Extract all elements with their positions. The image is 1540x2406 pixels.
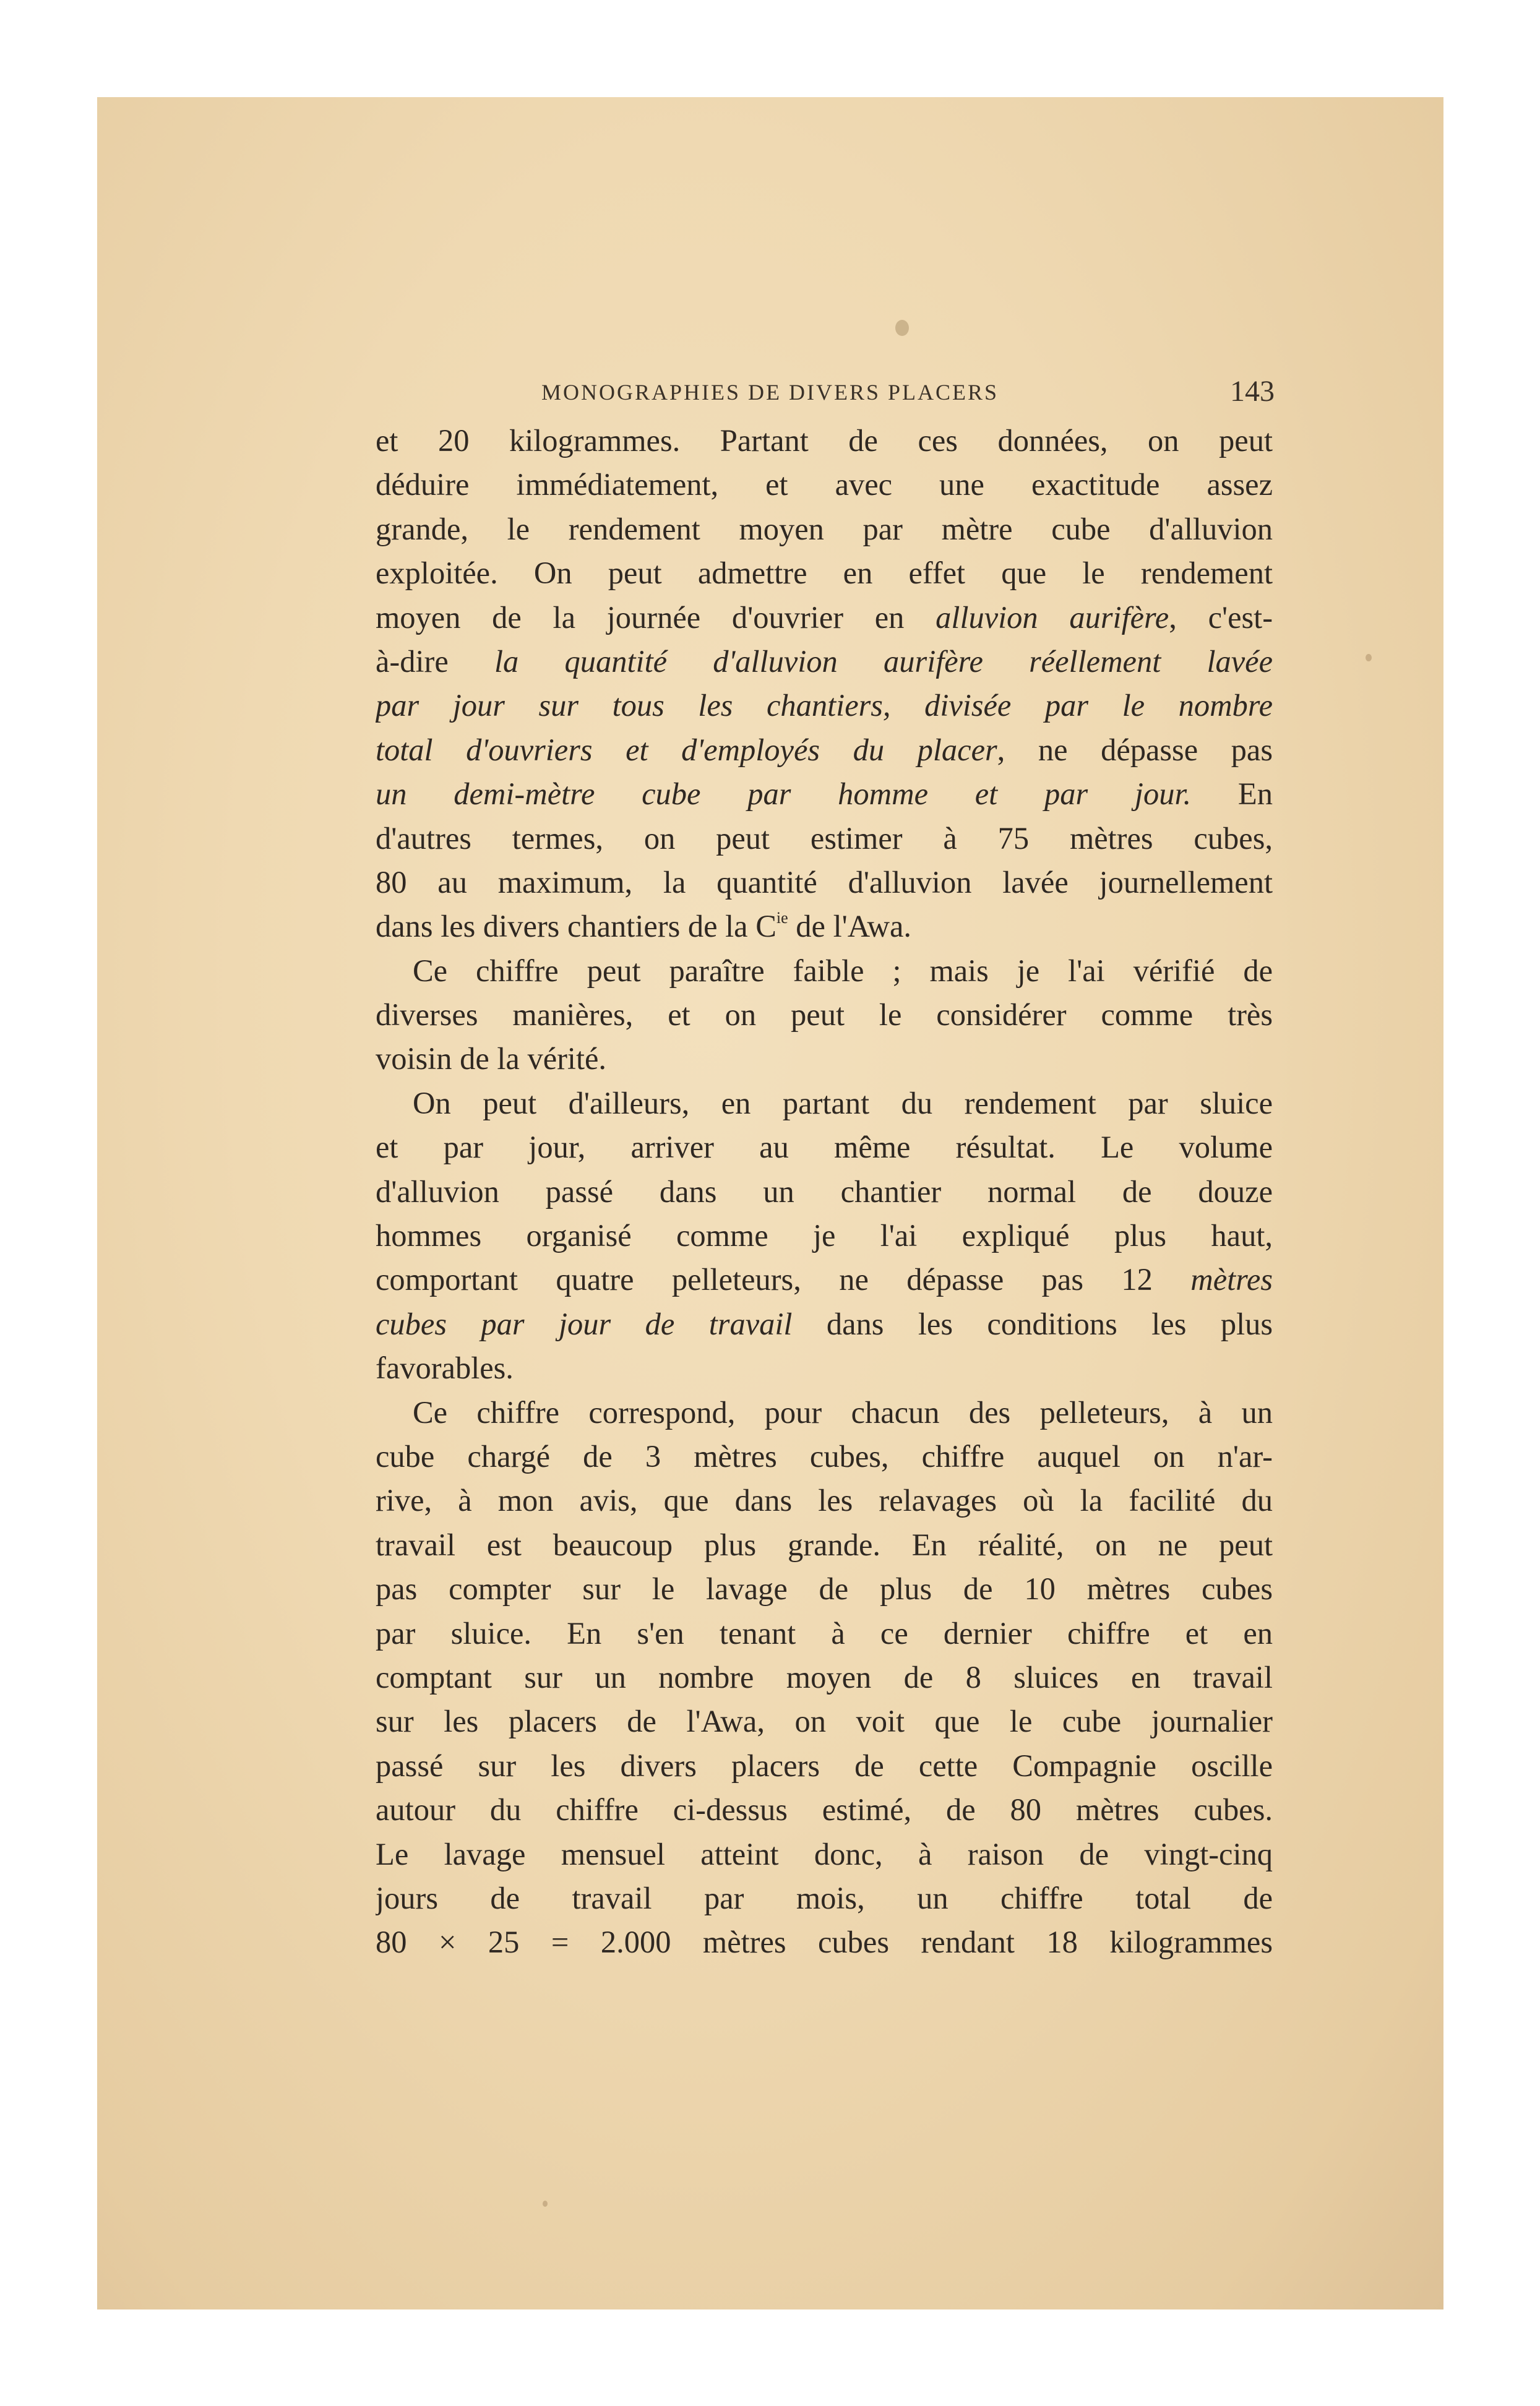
text-line [376,596,1273,640]
text-run: et 20 kilogrammes. Partant de ces données, on peut [376,423,1273,458]
text-line [376,1258,1273,1302]
text-line [376,419,1273,463]
superscript: ie [776,909,788,927]
italic-run: par jour sur tous les chantiers, divisée par le nombre [376,688,1273,723]
text-run: comptant sur un nombre moyen de 8 sluices en travail [376,1659,1273,1695]
text-run: et par jour, arriver au même résultat. Le volume [376,1130,1273,1165]
text-line [376,817,1273,861]
text-run: exploitée. On peut admettre en effet que le rendement [376,556,1273,591]
text-line [376,904,1273,948]
text-run: On peut d'ailleurs, en partant du rendement par sluice [413,1085,1273,1120]
italic-run: cubes par jour de travail [376,1306,793,1341]
text-run: Le lavage mensuel atteint donc, à raison de vingt-cinq [376,1836,1273,1871]
text-line [376,1523,1273,1567]
text-line [376,861,1273,904]
text-run: moyen de la journée d'ouvrier en [376,599,936,635]
text-line [376,551,1273,595]
page-number: 143 [1230,375,1275,408]
text-line [376,1567,1273,1611]
text-line [376,640,1273,684]
text-run: d'autres termes, on peut estimer à 75 mètres cubes, [376,820,1273,856]
text-run: dans les divers chantiers de la C [376,909,776,944]
text-line [376,1170,1273,1214]
text-run: diverses manières, et on peut le considérer comme très [376,997,1273,1033]
text-run: de l'Awa. [788,909,912,944]
text-run: par sluice. En s'en tenant à ce dernier chiffre et en [376,1615,1273,1651]
text-line [376,1920,1273,1964]
text-run: hommes organisé comme je l'ai expliqué plus haut, [376,1218,1273,1253]
text-line [376,1612,1273,1656]
text-run: rive, à mon avis, que dans les relavages où la facilité du [376,1483,1273,1518]
text-run: favorables. [376,1351,514,1386]
text-run: à-dire [376,643,494,679]
text-run: sur les placers de l'Awa, on voit que le cube journalier [376,1704,1273,1739]
text-line [376,993,1273,1037]
italic-run: la quantité d'alluvion aurifère réellement lavée [494,643,1273,679]
text-line [376,1479,1273,1523]
text-line [376,1391,1273,1435]
italic-run: total d'ouvriers et d'employés du placer [376,732,997,767]
text-line [376,463,1273,507]
text-line [376,1744,1273,1788]
text-line [376,949,1273,993]
text-run: voisin de la vérité. [376,1041,607,1076]
text-line [376,772,1273,816]
text-run: grande, le rendement moyen par mètre cube d'alluvion [376,511,1273,546]
text-run: travail est beaucoup plus grande. En réalité, on ne peut [376,1527,1273,1562]
text-line [376,1125,1273,1169]
text-line [376,1214,1273,1258]
paper-stain [1366,654,1372,661]
text-line [376,684,1273,728]
text-run: pas compter sur le lavage de plus de 10 mètres cubes [376,1571,1273,1607]
paper-stain [895,320,909,336]
text-run: cube chargé de 3 mètres cubes, chiffre auquel on n'ar- [376,1438,1273,1474]
text-run: , ne dépasse pas [997,732,1273,767]
text-run: déduire immédiatement, et avec une exactitude assez [376,467,1273,502]
body-text [376,419,1273,1965]
text-run: dans les conditions les plus [792,1306,1273,1341]
text-line [376,1788,1273,1832]
text-run: d'alluvion passé dans un chantier normal de douze [376,1174,1273,1209]
running-title: MONOGRAPHIES DE DIVERS PLACERS [541,380,999,405]
italic-run: mètres [1190,1262,1273,1297]
italic-run: alluvion aurifère [936,599,1169,635]
text-line [376,1832,1273,1876]
text-line [376,507,1273,551]
text-line [376,1876,1273,1920]
text-line [376,1081,1273,1125]
paper-stain [543,2201,548,2207]
text-line [376,1699,1273,1743]
text-line [376,1435,1273,1479]
text-run: En [1191,776,1273,812]
page-header [541,374,1275,418]
text-line [376,1037,1273,1081]
text-run: comportant quatre pelleteurs, ne dépasse pas 12 [376,1262,1191,1297]
scanned-page [97,97,1443,2309]
text-line [376,1346,1273,1390]
text-run: 80 × 25 = 2.000 mètres cubes rendant 18 kilogrammes [376,1925,1273,1960]
italic-run: un demi-mètre cube par homme et par jour. [376,776,1192,812]
text-run: autour du chiffre ci-dessus estimé, de 80 mètres cubes. [376,1792,1273,1828]
text-run: passé sur les divers placers de cette Compagnie oscille [376,1748,1273,1783]
text-run: Ce chiffre correspond, pour chacun des pelleteurs, à un [413,1394,1273,1430]
text-line [376,728,1273,772]
text-run: Ce chiffre peut paraître faible ; mais je l'ai vérifié de [413,953,1273,988]
text-run: , c'est- [1169,599,1273,635]
text-line [376,1656,1273,1699]
text-line [376,1302,1273,1346]
text-run: 80 au maximum, la quantité d'alluvion lavée journellement [376,864,1273,900]
text-run: jours de travail par mois, un chiffre total de [376,1880,1273,1915]
